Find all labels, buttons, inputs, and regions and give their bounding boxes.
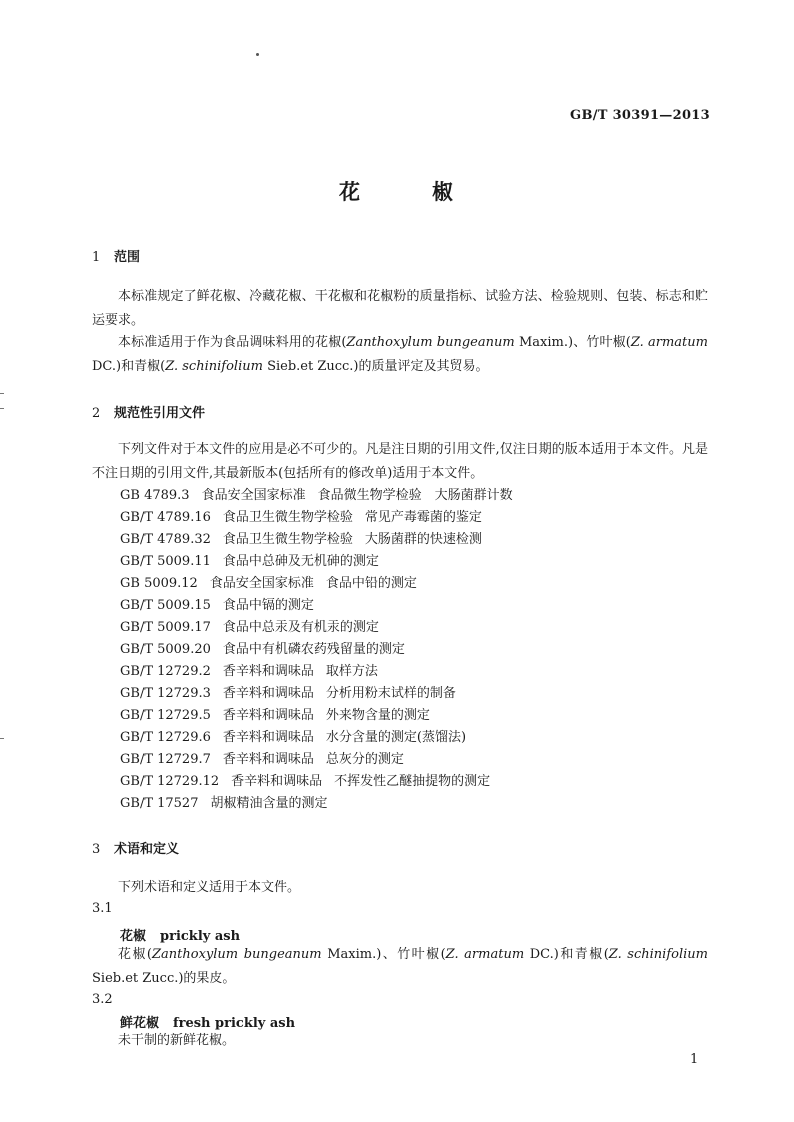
term-zh: 鲜花椒: [120, 1016, 160, 1031]
reference-subtitle: 分析用粉末试样的制备: [325, 686, 456, 701]
reference-subtitle: 食品中铅的测定: [325, 576, 417, 591]
reference-subtitle: 总灰分的测定: [325, 752, 404, 767]
reference-code: GB 5009.12: [120, 576, 198, 591]
reference-title: 食品卫生微生物学检验: [222, 532, 353, 547]
reference-item: [120, 748, 404, 767]
reference-code: GB/T 12729.3: [120, 686, 211, 701]
reference-item: [120, 506, 482, 525]
reference-code: GB/T 17527: [120, 796, 199, 811]
reference-subtitle: 水分含量的测定(蒸馏法): [325, 730, 467, 745]
section-number: 3: [92, 842, 101, 857]
reference-subtitle: 大肠菌群的快速检测: [364, 532, 482, 547]
term-en: fresh prickly ash: [173, 1016, 296, 1031]
reference-item: [120, 660, 378, 679]
reference-item: [120, 726, 466, 745]
reference-title: 香辛料和调味品: [222, 686, 314, 701]
title-char: 花: [339, 179, 362, 204]
reference-code: GB/T 4789.16: [120, 510, 211, 525]
reference-title: 食品安全国家标准: [209, 576, 314, 591]
reference-title: 食品中有机磷农药残留量的测定: [222, 642, 405, 657]
reference-code: GB/T 5009.17: [120, 620, 211, 635]
reference-title: 食品中总砷及无机砷的测定: [222, 554, 379, 569]
reference-code: GB/T 4789.32: [120, 532, 211, 547]
reference-code: GB 4789.3: [120, 488, 190, 503]
title-char: 椒: [432, 179, 455, 204]
section-heading-references: [92, 402, 205, 421]
reference-title: 胡椒精油含量的测定: [210, 796, 328, 811]
scope-paragraph-2: 本标准适用于作为食品调味料用的花椒(Zanthoxylum bungeanum Maxim.)、竹叶椒(Z. armatum DC.)和青椒(Z. schinifolium Sieb.et Zucc.)的质量评定及其贸易。: [92, 335, 708, 374]
reference-item: [120, 616, 391, 635]
reference-item: [120, 550, 391, 569]
reference-title: 香辛料和调味品: [231, 774, 323, 789]
term-definition: 花椒(Zanthoxylum bungeanum Maxim.)、竹叶椒(Z. armatum DC.)和青椒(Z. schinifolium Sieb.et Zucc.)的果皮。: [92, 947, 708, 986]
standard-number: GB/T 30391—2013: [570, 108, 710, 123]
reference-title: 食品中总汞及有机汞的测定: [222, 620, 379, 635]
term-zh: 花椒: [120, 929, 147, 944]
reference-title: 香辛料和调味品: [222, 752, 314, 767]
reference-title: 香辛料和调味品: [222, 730, 314, 745]
reference-item: [120, 484, 513, 503]
reference-item: [120, 682, 456, 701]
reference-title: 食品中镉的测定: [222, 598, 314, 613]
edge-mark: [0, 393, 4, 394]
reference-title: 香辛料和调味品: [222, 708, 314, 723]
reference-subtitle: 外来物含量的测定: [325, 708, 430, 723]
reference-code: GB/T 12729.2: [120, 664, 211, 679]
references-intro: 下列文件对于本文件的应用是必不可少的。凡是注日期的引用文件,仅注日期的版本适用于本文件。凡是不注日期的引用文件,其最新版本(包括所有的修改单)适用于本文件。: [92, 442, 708, 481]
reference-code: GB/T 12729.5: [120, 708, 211, 723]
reference-title: 食品卫生微生物学检验: [222, 510, 353, 525]
reference-code: GB/T 12729.12: [120, 774, 220, 789]
edge-mark: [0, 738, 4, 739]
section-heading-terms: [92, 838, 179, 857]
edge-mark: [0, 408, 4, 409]
reference-item: [120, 770, 490, 789]
reference-subtitle: 常见产毒霉菌的鉴定: [364, 510, 482, 525]
reference-item: [120, 704, 430, 723]
term-en: prickly ash: [160, 929, 241, 944]
term-definition: 未干制的新鲜花椒。: [118, 1033, 236, 1048]
reference-subtitle: 食品微生物学检验 大肠菌群计数: [317, 488, 513, 503]
clause-number: 3.2: [92, 992, 113, 1007]
document-title: [0, 176, 794, 206]
section-title: 术语和定义: [114, 842, 180, 857]
page-number: 1: [690, 1052, 699, 1067]
section-heading-scope: [92, 246, 140, 265]
reference-title: 香辛料和调味品: [222, 664, 314, 679]
reference-code: GB/T 12729.6: [120, 730, 211, 745]
reference-code: GB/T 5009.15: [120, 598, 211, 613]
section-title: 规范性引用文件: [114, 406, 206, 421]
clause-number: 3.1: [92, 901, 113, 916]
reference-subtitle: 取样方法: [325, 664, 378, 679]
reference-subtitle: 不挥发性乙醚抽提物的测定: [334, 774, 491, 789]
reference-item: [120, 594, 326, 613]
scope-paragraph-1: 本标准规定了鲜花椒、冷藏花椒、干花椒和花椒粉的质量指标、试验方法、检验规则、包装、标志和贮运要求。: [92, 289, 708, 328]
reference-item: [120, 528, 482, 547]
section-title: 范围: [114, 250, 141, 265]
section-number: 2: [92, 406, 101, 421]
reference-code: GB/T 5009.20: [120, 642, 211, 657]
reference-item: [120, 792, 340, 811]
reference-item: [120, 572, 417, 591]
reference-code: GB/T 5009.11: [120, 554, 211, 569]
terms-intro: 下列术语和定义适用于本文件。: [118, 880, 301, 895]
scan-speck: [256, 53, 259, 56]
reference-title: 食品安全国家标准: [201, 488, 306, 503]
section-number: 1: [92, 250, 101, 265]
reference-code: GB/T 12729.7: [120, 752, 211, 767]
term-heading: [120, 925, 240, 944]
reference-item: [120, 638, 417, 657]
